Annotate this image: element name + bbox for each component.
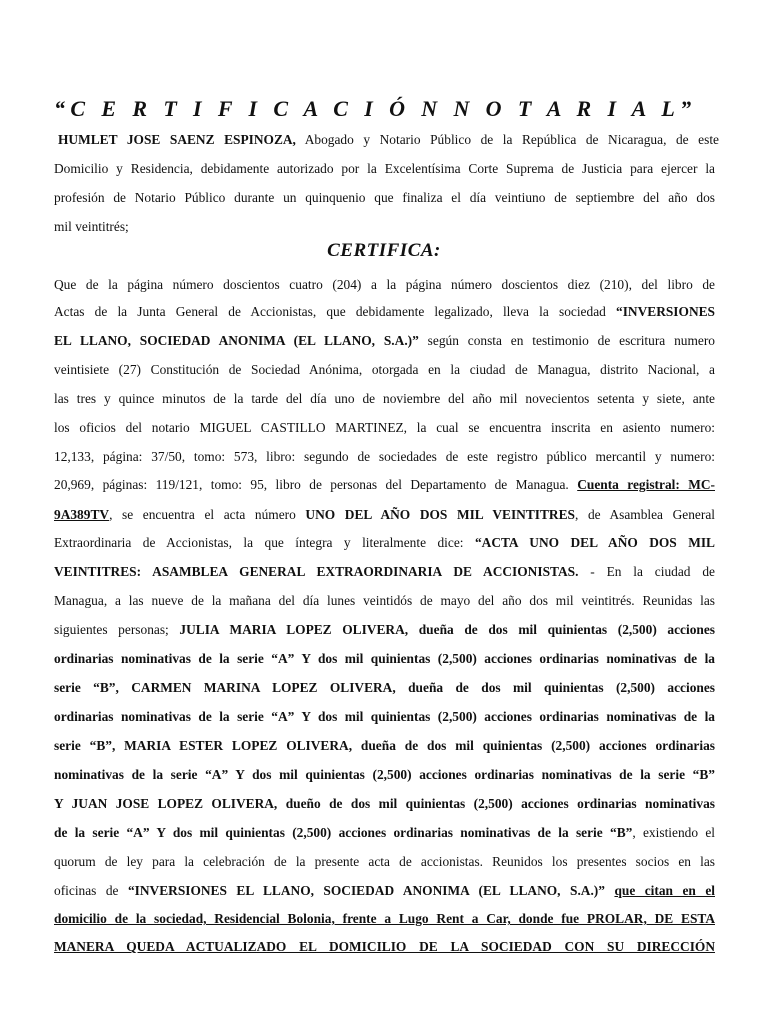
text-line [54,652,715,665]
text-line [54,681,715,694]
text-line [54,739,715,752]
text-line [54,710,715,723]
text-segment: quorum de ley para la celebración de la presente acta de accionistas. Reunidos los presentes socios en las [54,854,715,869]
text-segment: domicilio de la sociedad, Residencial Bolonia, frente a Lugo Rent a Car, donde fue PROLAR, DE ESTA [54,911,715,926]
text-segment: Cuenta registral: MC- [577,477,715,492]
text-line [54,305,715,318]
text-segment: VEINTITRES: ASAMBLEA GENERAL EXTRAORDINARIA DE ACCIONISTAS. [54,564,579,579]
text-line [54,797,715,810]
text-segment: MANERA QUEDA ACTUALIZADO EL DOMICILIO DE LA SOCIEDAD CON SU DIRECCIÓN [54,939,715,954]
text-segment: veintisiete (27) Constitución de Sociedad Anónima, otorgada en la ciudad de Managua, distrito Nacional, a [54,362,715,377]
text-line [54,162,715,175]
text-segment: EL LLANO, SOCIEDAD ANONIMA (EL LLANO, S.A.)” [54,333,419,348]
text-segment: siguientes personas; [54,622,180,637]
text-line [54,508,715,521]
text-segment: 9A389TV [54,507,110,522]
text-segment: profesión de Notario Público durante un quinquenio que finaliza el día veintiuno de septiembre del año dos [54,190,715,205]
text-line [54,536,715,549]
text-segment: - En la ciudad de [578,564,715,579]
text-line [54,392,715,405]
text-segment: HUMLET JOSE SAENZ ESPINOZA, [58,132,296,147]
text-line [54,912,715,925]
text-segment: “INVERSIONES [616,304,715,319]
text-segment: JULIA MARIA LOPEZ OLIVERA, dueña de dos mil quinientas (2,500) acciones [179,622,716,637]
text-line [54,855,715,868]
text-segment: serie “B”, MARIA ESTER LOPEZ OLIVERA, dueña de dos mil quinientas (2,500) acciones ordinarias [54,738,715,753]
text-line [54,623,715,636]
text-line [54,940,715,953]
text-line [54,450,715,463]
text-line [54,334,715,347]
text-segment: de la serie “A” Y dos mil quinientas (2,500) acciones ordinarias nominativas de la serie “B” [54,825,633,840]
text-segment: Extraordinaria de Accionistas, la que íntegra y literalmente dice: [54,535,475,550]
text-segment: 12,133, página: 37/50, tomo: 573, libro: segundo de sociedades de este registro público mercantil y numero: [54,449,715,464]
text-line [54,363,715,376]
text-segment: serie “B”, CARMEN MARINA LOPEZ OLIVERA, dueña de dos mil quinientas (2,500) acciones [54,680,715,695]
text-segment: las tres y quince minutos de la tarde del día uno de noviembre del año mil novecientos setenta y siete, ante [54,391,715,406]
text-segment: los oficios del notario MIGUEL CASTILLO MARTINEZ, la cual se encuentra inscrita en asiento numero: [54,420,715,435]
text-line [54,278,715,291]
text-segment: nominativas de la serie “A” Y dos mil quinientas (2,500) acciones ordinarias nominativas de la serie “B” [54,767,715,782]
text-line [54,421,715,434]
text-segment: , de Asamblea General [574,507,715,522]
text-segment: 20,969, páginas: 119/121, tomo: 95, libro de personas del Departamento de Managua. [54,477,578,492]
text-segment: Abogado y Notario Público de la República de Nicaragua, de este [295,132,719,147]
text-segment: UNO DEL AÑO DOS MIL VEINTITRES [305,507,575,522]
text-line [54,565,715,578]
text-line [54,768,715,781]
text-line [54,478,715,491]
text-segment: , se encuentra el acta número [109,507,306,522]
text-line [54,826,715,839]
text-segment: ordinarias nominativas de la serie “A” Y dos mil quinientas (2,500) acciones ordinarias nominativas de la [54,709,715,724]
text-line [54,220,715,233]
text-segment: “ACTA UNO DEL AÑO DOS MIL [474,535,715,550]
text-segment: Domicilio y Residencia, debidamente autorizado por la Excelentísima Corte Suprema de Justicia para ejercer la [54,161,715,176]
text-segment: , existiendo el [632,825,716,840]
text-segment: oficinas de [54,883,128,898]
text-segment: Managua, a las nueve de la mañana del día lunes veintidós de mayo del año dos mil veintitrés. Reunidas las [54,593,715,608]
text-segment: mil veintitrés; [54,219,129,234]
text-segment: que citan en el [614,883,715,898]
text-segment: Y JUAN JOSE LOPEZ OLIVERA, dueño de dos mil quinientas (2,500) acciones ordinarias nominativas [54,796,715,811]
text-segment: ordinarias nominativas de la serie “A” Y dos mil quinientas (2,500) acciones ordinarias nominativas de la [54,651,715,666]
text-segment: Que de la página número doscientos cuatro (204) a la página número doscientos diez (210), del libro de [54,277,715,292]
text-line [54,594,715,607]
text-segment: Actas de la Junta General de Accionistas, que debidamente legalizado, lleva la sociedad [54,304,617,319]
text-segment: “INVERSIONES EL LLANO, SOCIEDAD ANONIMA (EL LLANO, S.A.)” [127,883,605,898]
text-line [54,133,719,146]
text-line [54,191,715,204]
text-line [54,884,715,897]
section-heading: CERTIFICA: [327,240,441,261]
document-title: “C E R T I F I C A C I Ó N N O T A R I A L” [54,96,697,121]
text-segment: según consta en testimonio de escritura numero [418,333,715,348]
